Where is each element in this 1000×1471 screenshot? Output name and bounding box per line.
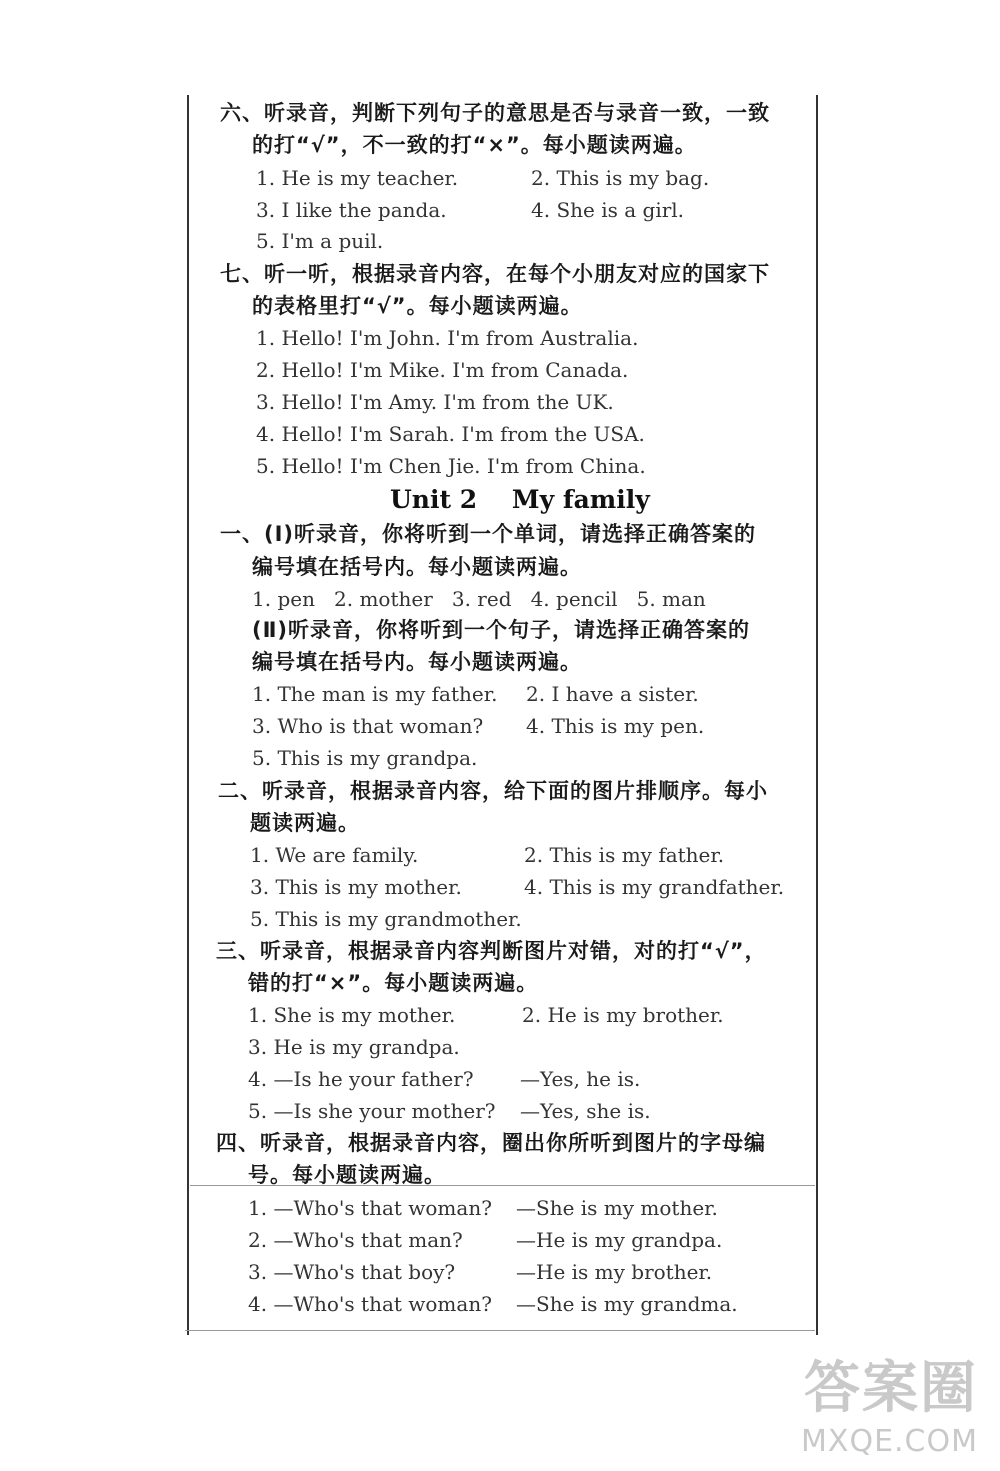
unit2-section-2-item: 4. This is my grandfather. (524, 875, 785, 899)
section-6-heading-line1: 六、听录音，判断下列句子的意思是否与录音一致，一致 (220, 101, 770, 125)
unit2-section-1-word-list: 1. pen 2. mother 3. red 4. pencil 5. man (252, 587, 706, 611)
section-7-item: 2. Hello! I'm Mike. I'm from Canada. (256, 358, 629, 382)
unit2-section-3-answer: —Yes, she is. (520, 1099, 651, 1123)
section-6-item: 3. I like the panda. (256, 198, 447, 222)
unit2-section-1-part2-heading-line1: (Ⅱ)听录音，你将听到一个句子，请选择正确答案的 (252, 618, 751, 642)
section-7-item: 1. Hello! I'm John. I'm from Australia. (256, 326, 639, 350)
section-7-heading-line2: 的表格里打“√”。每小题读两遍。 (252, 294, 583, 318)
unit2-section-4-answer: —He is my grandpa. (516, 1228, 723, 1252)
section-6-item: 5. I'm a puil. (256, 229, 384, 253)
section-7-item: 4. Hello! I'm Sarah. I'm from the USA. (256, 422, 645, 446)
section-6-heading-line2: 的打“√”，不一致的打“×”。每小题读两遍。 (252, 133, 697, 157)
section-6-item: 4. She is a girl. (531, 198, 685, 222)
unit2-section-2-item: 5. This is my grandmother. (250, 907, 522, 931)
unit-title: Unit 2 My family (390, 485, 650, 514)
unit2-section-2-heading-line2: 题读两遍。 (250, 811, 360, 835)
unit2-section-1-heading-line1: 一、(Ⅰ)听录音，你将听到一个单词，请选择正确答案的 (220, 522, 757, 546)
unit2-section-2-item: 3. This is my mother. (250, 875, 462, 899)
right-border (816, 95, 818, 1335)
unit2-section-3-heading-line2: 错的打“×”。每小题读两遍。 (248, 971, 539, 995)
unit2-section-3-item: 1. She is my mother. (248, 1003, 456, 1027)
unit2-section-1-item: 1. The man is my father. (252, 682, 498, 706)
unit2-section-2-item: 2. This is my father. (524, 843, 725, 867)
unit2-section-1-part2-heading-line2: 编号填在括号内。每小题读两遍。 (252, 650, 582, 674)
unit2-section-1-item: 5. This is my grandpa. (252, 746, 478, 770)
unit2-section-4-question: 2. —Who's that man? (248, 1228, 463, 1252)
unit2-section-3-item: 2. He is my brother. (522, 1003, 724, 1027)
unit2-section-3-question: 5. —Is she your mother? (248, 1099, 496, 1123)
unit2-section-3-answer: —Yes, he is. (520, 1067, 641, 1091)
left-border (187, 95, 189, 1335)
unit2-section-1-item: 4. This is my pen. (526, 714, 705, 738)
watermark-logo-text: 答案圈 (804, 1356, 978, 1421)
section-6-item: 2. This is my bag. (531, 166, 710, 190)
section-7-heading-line1: 七、听一听，根据录音内容，在每个小朋友对应的国家下 (220, 262, 770, 286)
watermark-url: MXQE.COM (801, 1424, 978, 1459)
unit2-section-1-heading-line2: 编号填在括号内。每小题读两遍。 (252, 555, 582, 579)
unit2-section-4-answer: —He is my brother. (516, 1260, 713, 1284)
unit2-section-1-item: 3. Who is that woman? (252, 714, 484, 738)
unit2-section-3-item: 3. He is my grandpa. (248, 1035, 460, 1059)
unit2-section-4-heading-line1: 四、听录音，根据录音内容，圈出你所听到图片的字母编 (216, 1131, 766, 1155)
unit2-section-2-heading-line1: 二、听录音，根据录音内容，给下面的图片排顺序。每小 (218, 779, 768, 803)
unit2-section-4-question: 3. —Who's that boy? (248, 1260, 456, 1284)
section-7-item: 3. Hello! I'm Amy. I'm from the UK. (256, 390, 614, 414)
unit2-section-3-heading-line1: 三、听录音，根据录音内容判断图片对错，对的打“√”， (216, 939, 767, 963)
site-watermark (801, 1344, 978, 1459)
unit2-section-4-question: 4. —Who's that woman? (248, 1292, 492, 1316)
bottom-line (185, 1330, 815, 1331)
unit2-section-1-item: 2. I have a sister. (526, 682, 699, 706)
section-7-item: 5. Hello! I'm Chen Jie. I'm from China. (256, 454, 646, 478)
unit2-section-4-question: 1. —Who's that woman? (248, 1196, 492, 1220)
section-6-item: 1. He is my teacher. (256, 166, 459, 190)
unit2-section-4-answer: —She is my mother. (516, 1196, 718, 1220)
unit2-section-2-item: 1. We are family. (250, 843, 419, 867)
unit2-section-4-heading-line2: 号。每小题读两遍。 (248, 1163, 446, 1187)
unit2-section-3-question: 4. —Is he your father? (248, 1067, 474, 1091)
unit2-section-4-answer: —She is my grandma. (516, 1292, 738, 1316)
